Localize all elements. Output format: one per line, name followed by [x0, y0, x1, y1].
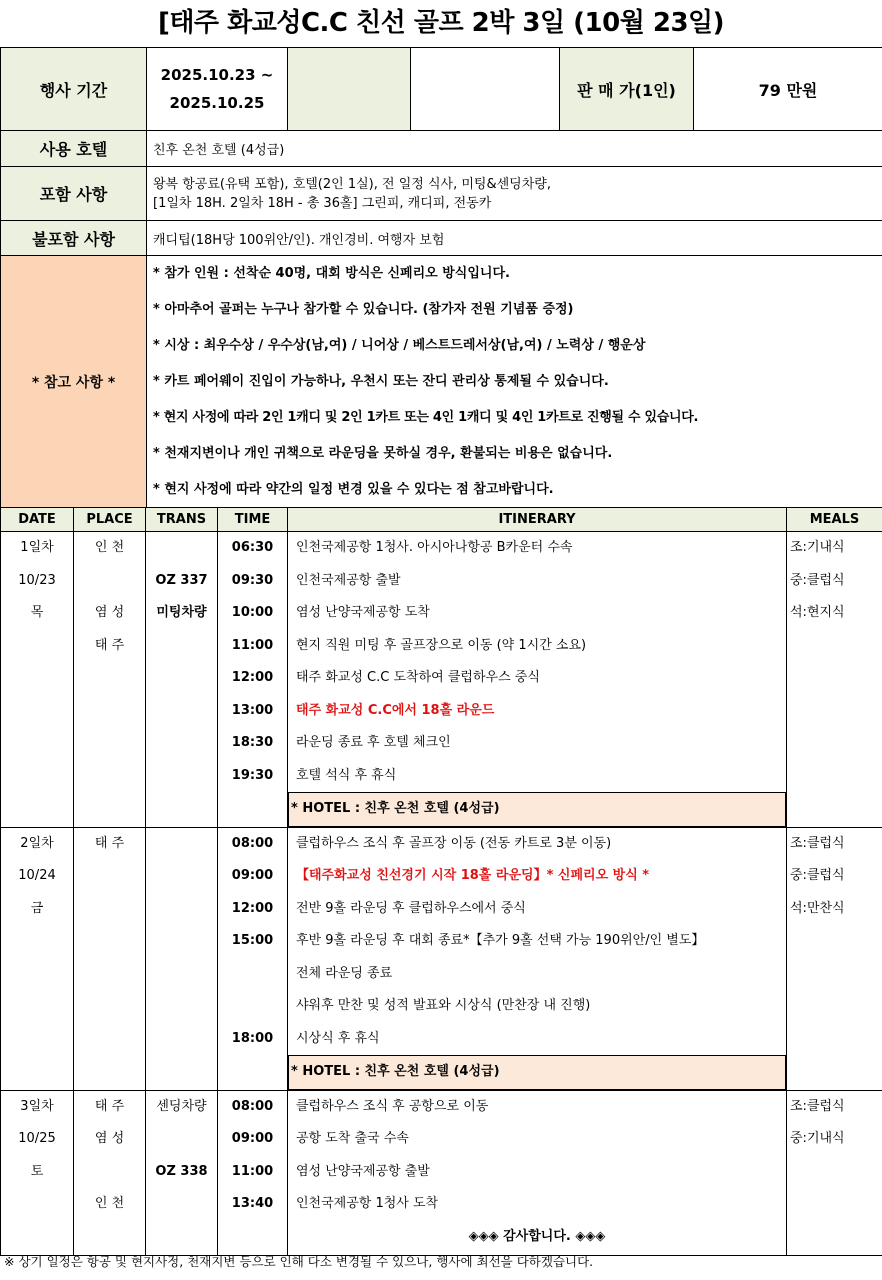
itinerary-item: 인천국제공항 출발	[296, 572, 401, 588]
day-times: 08:00 09:00 11:00 13:40	[218, 1090, 288, 1255]
period-spacer	[288, 48, 411, 131]
day-place: 태 주 염 성 인 천	[74, 1090, 146, 1255]
itinerary-item: 태주 화교성 C.C 도착하여 클럽하우스 중식	[296, 670, 540, 685]
day-trans	[146, 827, 218, 1090]
header-itinerary: ITINERARY	[288, 508, 787, 532]
itinerary-item: 후반 9홀 라운딩 후 대회 종료*【추가 9홀 선택 가능 190위안/인 별도】	[296, 933, 705, 948]
itinerary-item: 전체 라운딩 종료	[296, 965, 393, 981]
itinerary-item: 현지 직원 미팅 후 골프장으로 이동 (약 1시간 소요)	[296, 637, 587, 653]
day-trans: OZ 337 미팅차량	[146, 532, 218, 828]
itinerary-item: 염성 난양국제공항 출발	[296, 1163, 430, 1179]
day-items	[288, 532, 787, 828]
day-items	[288, 827, 787, 1090]
note-item: * 현지 사정에 따라 약간의 일정 변경 있을 수 있다는 점 참고바랍니다.	[153, 482, 554, 497]
itinerary-item: 호텔 석식 후 휴식	[296, 767, 397, 783]
note-item: * 아마추어 골퍼는 누구나 참가할 수 있습니다. (참가자 전원 기념품 증정)	[153, 302, 574, 317]
itinerary-item: 인천국제공항 1청사. 아시아나항공 B카운터 수속	[296, 540, 573, 555]
notes-list	[147, 256, 882, 509]
itinerary-item: 클럽하우스 조식 후 골프장 이동 (전동 카트로 3분 이동)	[296, 835, 612, 851]
day-place: 인 천 염 성 태 주	[74, 532, 146, 828]
note-item: * 카트 페어웨이 진입이 가능하나, 우천시 또는 잔디 관리상 통제될 수 있습니다.	[153, 374, 609, 389]
day-row	[1, 1090, 882, 1255]
header-time: TIME	[218, 508, 288, 532]
header-place: PLACE	[74, 508, 146, 532]
day-place: 태 주	[74, 827, 146, 1090]
hotel-row: * HOTEL : 친후 온천 호텔 (4성급)	[288, 1055, 786, 1090]
day-meals: 조:기내식 중:클럽식 석:현지식	[787, 532, 882, 828]
itinerary-item: 클럽하우스 조식 후 공항으로 이동	[296, 1098, 489, 1114]
exclude-label: 불포함 사항	[1, 221, 147, 256]
price-value: 79 만원	[694, 48, 882, 131]
exclude-value: 캐디팁(18H당 100위안/인). 개인경비. 여행자 보험	[147, 221, 882, 256]
day-items	[288, 1090, 787, 1255]
day-trans: 센딩차량 OZ 338	[146, 1090, 218, 1255]
day-times: 06:30 09:30 10:00 11:00 12:00 13:00 18:30 19:30	[218, 532, 288, 828]
day-times: 08:00 09:00 12:00 15:00 18:00	[218, 827, 288, 1090]
itinerary-item: 인천국제공항 1청사 도착	[296, 1196, 439, 1211]
note-item: * 시상 : 최우수상 / 우수상(남,여) / 니어상 / 베스트드레서상(남,여) / 노력상 / 행운상	[153, 338, 646, 353]
include-label: 포함 사항	[1, 167, 147, 221]
thanks-message: ◈◈◈ 감사합니다. ◈◈◈	[468, 1228, 606, 1244]
hotel-row: * HOTEL : 친후 온천 호텔 (4성급)	[288, 792, 786, 827]
itinerary-item: 샤워후 만찬 및 성적 발표와 시상식 (만찬장 내 진행)	[296, 998, 591, 1013]
note-item: * 현지 사정에 따라 2인 1캐디 및 2인 1카트 또는 4인 1캐디 및 4인 1카트로 진행될 수 있습니다.	[153, 410, 699, 425]
day-row	[1, 532, 882, 828]
itinerary-item-highlight: 태주 화교성 C.C에서 18홀 라운드	[296, 702, 495, 718]
itinerary-item-highlight: 【태주화교성 친선경기 시작 18홀 라운딩】* 신페리오 방식 *	[296, 868, 650, 883]
note-item: * 참가 인원 : 선착순 40명, 대회 방식은 신페리오 방식입니다.	[153, 266, 510, 281]
header-trans: TRANS	[146, 508, 218, 532]
day-row	[1, 827, 882, 1090]
notes-label: * 참고 사항 *	[1, 256, 147, 509]
day-date: 2일차 10/24 금	[1, 827, 74, 1090]
period-value: 2025.10.23 ~ 2025.10.25	[147, 48, 288, 131]
period-label: 행사 기간	[1, 48, 147, 131]
day-meals: 조:클럽식 중:클럽식 석:만찬식	[787, 827, 882, 1090]
day-date: 3일차 10/25 토	[1, 1090, 74, 1255]
header-meals: MEALS	[787, 508, 882, 532]
empty-cell	[411, 48, 560, 131]
note-item: * 천재지변이나 개인 귀책으로 라운딩을 못하실 경우, 환불되는 비용은 없습니다.	[153, 446, 613, 461]
hotel-value: 친후 온천 호텔 (4성급)	[147, 131, 882, 167]
page-title: [태주 화교성C.C 친선 골프 2박 3일 (10월 23일)	[157, 8, 725, 38]
footer-note: ※ 상기 일정은 항공 및 현지사정, 천재지변 등으로 인해 다소 변경될 수 있으나, 행사에 최선을 다하겠습니다.	[4, 1254, 594, 1269]
day-date: 1일차 10/23 목	[1, 532, 74, 828]
price-label: 판 매 가(1인)	[560, 48, 694, 131]
hotel-label: 사용 호텔	[1, 131, 147, 167]
include-value: 왕복 항공료(유택 포함), 호텔(2인 1실), 전 일정 식사, 미팅&센딩차량, [1일차 18H. 2일차 18H - 총 36홀] 그린피, 캐디피, 전동카	[147, 167, 882, 221]
itinerary-table	[0, 507, 882, 1256]
itinerary-item: 공항 도착 출국 수속	[296, 1131, 409, 1146]
itinerary-item: 염성 난양국제공항 도착	[296, 605, 430, 620]
itinerary-item: 시상식 후 휴식	[296, 1030, 380, 1046]
itinerary-item: 라운딩 종료 후 호텔 체크인	[296, 735, 451, 750]
itinerary-item: 전반 9홀 라운딩 후 클럽하우스에서 중식	[296, 900, 526, 916]
info-table	[0, 47, 882, 509]
day-meals: 조:클럽식 중:기내식	[787, 1090, 882, 1255]
header-date: DATE	[1, 508, 74, 532]
